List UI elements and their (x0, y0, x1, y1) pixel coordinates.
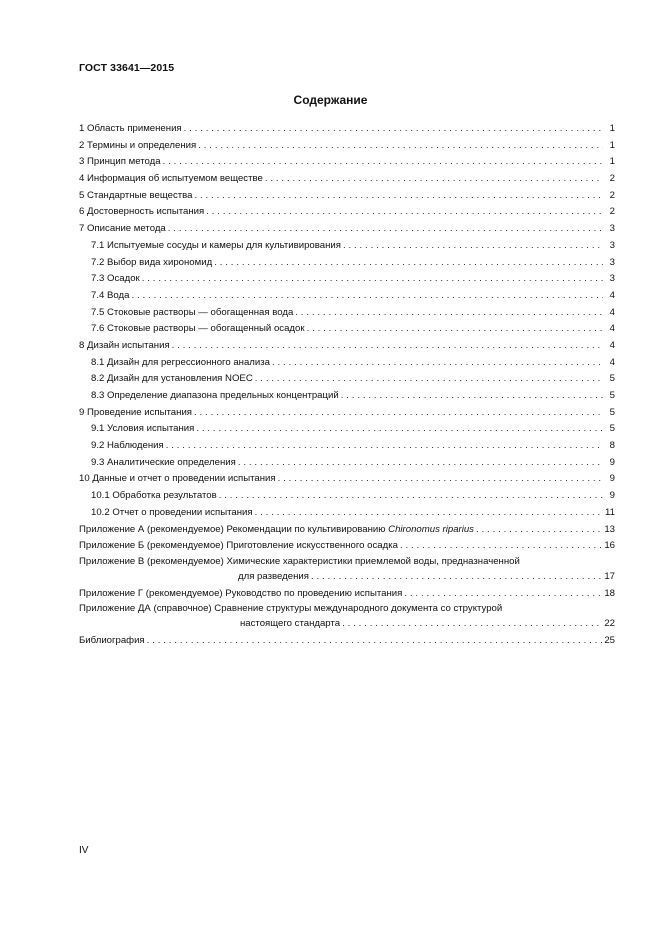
toc-bibliography[interactable]: Библиография . . . 25 (79, 633, 615, 650)
toc-entry[interactable]: 1 Область применения . . . 1 (79, 121, 615, 138)
standard-code: ГОСТ 33641—2015 (79, 62, 175, 74)
toc-entry[interactable]: 4 Информация об испытуемом веществе . . . 2 (79, 171, 615, 188)
toc-subentry[interactable]: 8.1 Дизайн для регрессионного анализа . . . 4 (79, 355, 615, 372)
toc-appendix-a[interactable]: Приложение А (рекомендуемое) Рекомендации по культивированию Chironomus riparius . . . 13 (79, 522, 615, 539)
toc-subentry[interactable]: 7.2 Выбор вида хирономид . . . 3 (79, 255, 615, 272)
page-number: IV (79, 845, 89, 856)
table-of-contents (79, 121, 615, 650)
species-name: Chironomus riparius (388, 523, 474, 535)
toc-appendix-b[interactable]: Приложение Б (рекомендуемое) Приготовление искусственного осадка . . . 16 (79, 538, 615, 555)
toc-subentry[interactable]: 8.3 Определение диапазона предельных концентраций . . . 5 (79, 388, 615, 405)
toc-subentry[interactable]: 7.1 Испытуемые сосуды и камеры для культивирования . . . 3 (79, 238, 615, 255)
toc-entry[interactable]: 3 Принцип метода . . . 1 (79, 154, 615, 171)
toc-entry[interactable]: 8 Дизайн испытания . . . 4 (79, 338, 615, 355)
toc-appendix-v-line1[interactable]: Приложение В (рекомендуемое) Химические характеристики приемлемой воды, предназначенной (79, 555, 520, 567)
toc-entry[interactable]: 6 Достоверность испытания . . . 2 (79, 204, 615, 221)
toc-subentry[interactable]: 9.1 Условия испытания . . . 5 (79, 421, 615, 438)
toc-subentry[interactable]: 9.3 Аналитические определения . . . 9 (79, 455, 615, 472)
toc-entry[interactable]: 2 Термины и определения . . . 1 (79, 138, 615, 155)
toc-subentry[interactable]: 8.2 Дизайн для установления NOEC . . . 5 (79, 371, 615, 388)
toc-subentry[interactable]: 9.2 Наблюдения . . . 8 (79, 438, 615, 455)
toc-subentry[interactable]: 7.6 Стоковые растворы — обогащенный осадок . . . 4 (79, 321, 615, 338)
toc-appendix-da-line1[interactable]: Приложение ДА (справочное) Сравнение структуры международного документа со структурой (79, 603, 503, 615)
toc-appendix-g[interactable]: Приложение Г (рекомендуемое) Руководство по проведению испытания . . . 18 (79, 586, 615, 603)
toc-subentry[interactable]: 7.5 Стоковые растворы — обогащенная вода . . . 4 (79, 305, 615, 322)
toc-entry[interactable]: 10 Данные и отчет о проведении испытания . . . 9 (79, 471, 615, 488)
toc-subentry[interactable]: 10.2 Отчет о проведении испытания . . . 11 (79, 505, 615, 522)
toc-subentry[interactable]: 7.4 Вода . . . 4 (79, 288, 615, 305)
toc-entry[interactable]: 9 Проведение испытания . . . 5 (79, 405, 615, 422)
toc-appendix-v-line2[interactable]: для разведения . . . 17 (79, 569, 615, 586)
toc-entry[interactable]: 7 Описание метода . . . 3 (79, 221, 615, 238)
page-title: Содержание (293, 93, 368, 107)
toc-appendix-da-line2[interactable]: настоящего стандарта . . . 22 (79, 616, 615, 633)
toc-subentry[interactable]: 7.3 Осадок . . . 3 (79, 271, 615, 288)
toc-entry[interactable]: 5 Стандартные вещества . . . 2 (79, 188, 615, 205)
toc-subentry[interactable]: 10.1 Обработка результатов . . . 9 (79, 488, 615, 505)
